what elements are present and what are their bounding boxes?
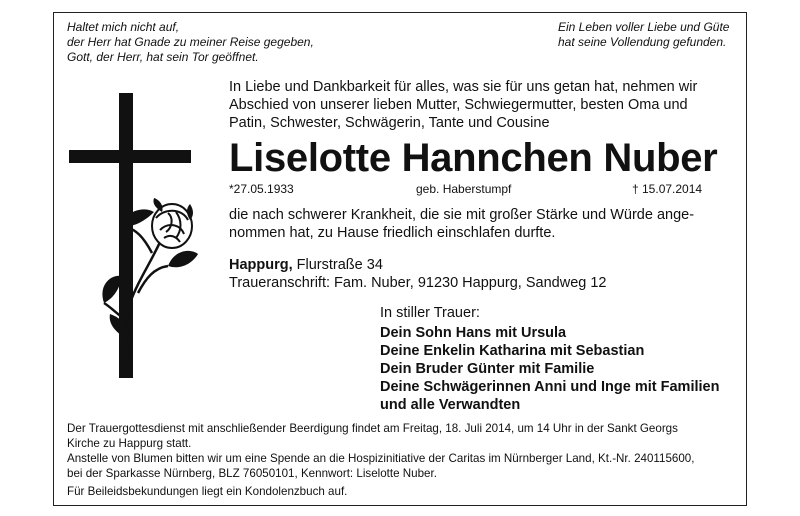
home-city: Happurg, [229, 257, 293, 273]
mourners-heading: In stiller Trauer: [380, 305, 480, 321]
verse-left-line: Gott, der Herr, hat sein Tor geöffnet. [67, 50, 259, 64]
mourners-list [380, 324, 719, 414]
address-block [229, 256, 606, 292]
funeral-service-text [67, 421, 678, 451]
home-address [229, 256, 606, 274]
verse-left-line: der Herr hat Gnade zu meiner Reise gegeben, [67, 35, 314, 49]
mourner-item: Deine Enkelin Katharina mit Sebastian [380, 343, 645, 359]
death-date: † 15.07.2014 [632, 182, 703, 196]
intro-line: Abschied von unserer lieben Mutter, Schwiegermutter, besten Oma und [229, 97, 688, 113]
footer-line: Der Trauergottesdienst mit anschließender Beerdigung findet am Freitag, 18. Juli 2014, um 14 Uhr in der Sankt Georgs [67, 422, 678, 435]
home-street: Flurstraße 34 [292, 257, 383, 273]
illness-paragraph [229, 206, 694, 242]
footer-line: bei der Sparkasse Nürnberg, BLZ 76050101, Kennwort: Liselotte Nuber. [67, 467, 437, 480]
deceased-name: Liselotte Hannchen Nuber [229, 136, 718, 180]
intro-line: In Liebe und Dankbarkeit für alles, was sie für uns getan hat, nehmen wir [229, 79, 698, 95]
illness-line: die nach schwerer Krankheit, die sie mit großer Stärke und Würde ange- [229, 207, 695, 223]
mourning-address: Traueranschrift: Fam. Nuber, 91230 Happurg, Sandweg 12 [229, 275, 607, 291]
mourner-item: Dein Bruder Günter mit Familie [380, 361, 595, 377]
birth-date: *27.05.1933 [229, 182, 294, 196]
maiden-name: geb. Haberstumpf [416, 182, 512, 196]
condolence-text: Für Beileidsbekundungen liegt ein Kondolenzbuch auf. [67, 485, 348, 498]
mourner-item: Deine Schwägerinnen Anni und Inge mit Familien [380, 379, 720, 395]
footer-line: Anstelle von Blumen bitten wir um eine Spende an die Hospizinitiative der Caritas im Nürnberger Land, Kt.-Nr. 240115600, [67, 452, 695, 465]
verse-left-line: Haltet mich nicht auf, [67, 20, 180, 34]
verse-right-line: hat seine Vollendung gefunden. [558, 35, 727, 49]
verse-right [558, 20, 729, 50]
verse-right-line: Ein Leben voller Liebe und Güte [558, 20, 730, 34]
mourner-item: Dein Sohn Hans mit Ursula [380, 325, 567, 341]
verse-left [67, 20, 314, 65]
mourner-item: und alle Verwandten [380, 397, 521, 413]
cross-with-rose-icon [64, 88, 204, 408]
footer-line: Kirche zu Happurg statt. [67, 437, 192, 450]
illness-line: nommen hat, zu Hause friedlich einschlafen durfte. [229, 225, 556, 241]
donation-text [67, 451, 694, 481]
intro-line: Patin, Schwester, Schwägerin, Tante und Cousine [229, 115, 550, 131]
intro-paragraph [229, 78, 734, 132]
